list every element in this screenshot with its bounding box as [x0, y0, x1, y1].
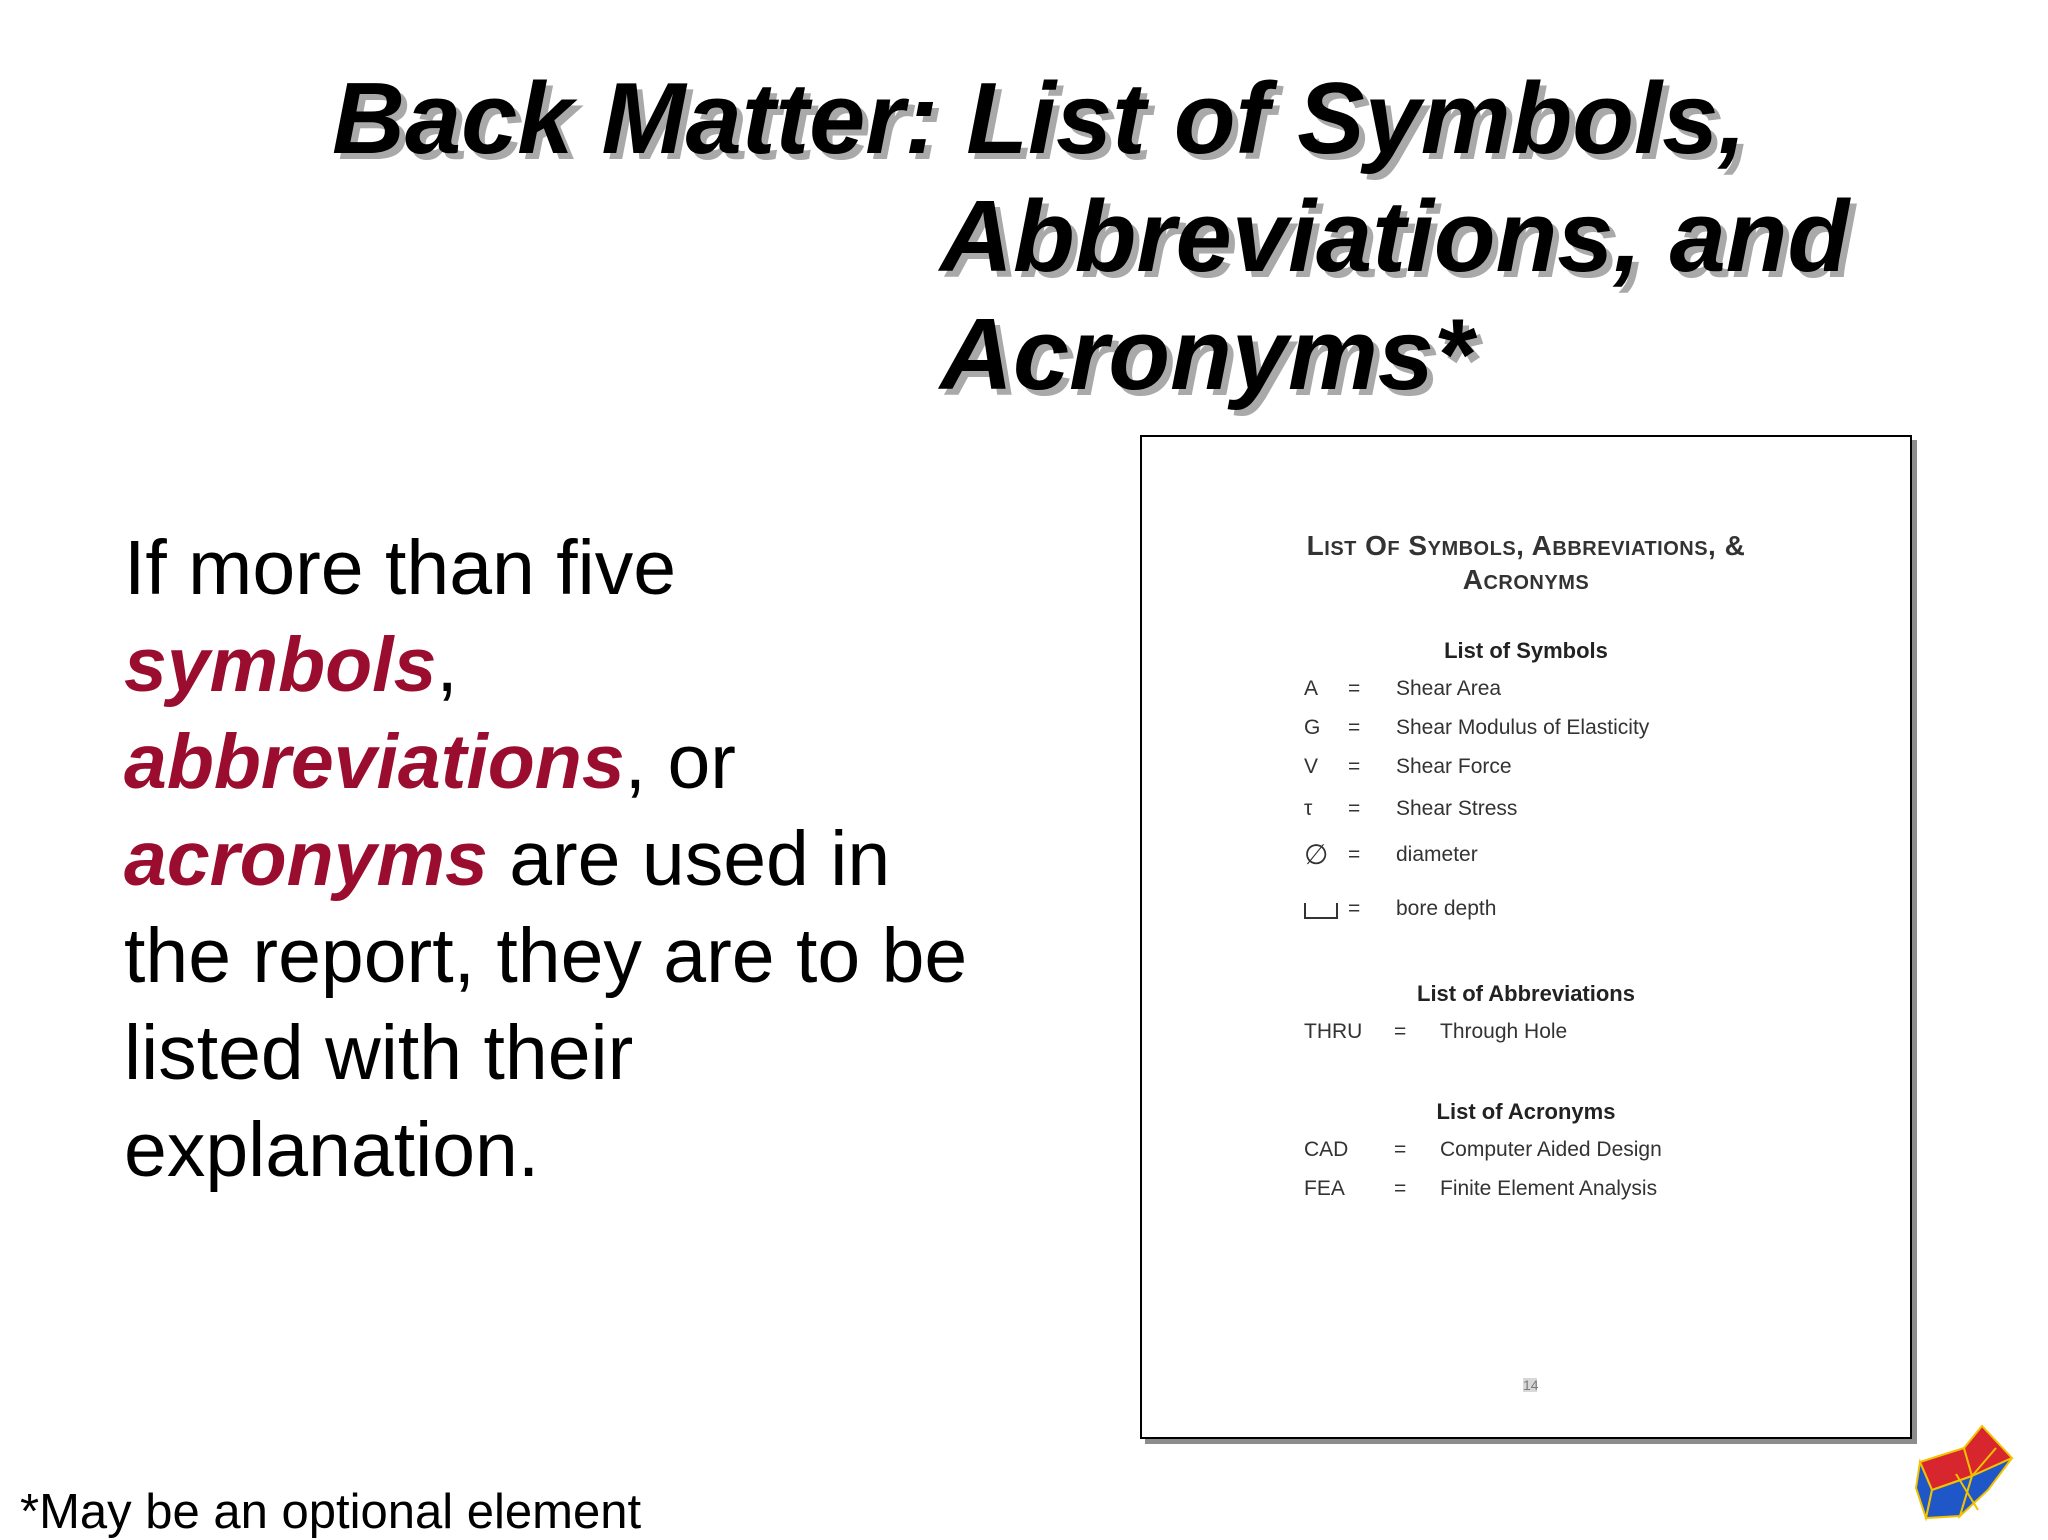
acronyms-heading: List of Acronyms	[1436, 1099, 1616, 1124]
doc-title-line-1: List Of Symbols, Abbreviations, &	[1306, 530, 1746, 561]
acronym-term: FEA	[1304, 1177, 1345, 1200]
symbol-equals: =	[1348, 755, 1361, 778]
body-paragraph	[124, 520, 1044, 1199]
footnote: *May be an optional element	[20, 1485, 642, 1539]
symbol-term: τ	[1304, 797, 1313, 820]
abbreviations-heading: List of Abbreviations	[1417, 981, 1635, 1006]
body-text-after-abbreviations: , or	[624, 719, 736, 805]
symbol-definition: Shear Modulus of Elasticity	[1396, 716, 1650, 739]
term-abbreviations: abbreviations	[124, 719, 625, 805]
document-preview-page	[1140, 435, 1912, 1439]
symbols-heading: List of Symbols	[1444, 638, 1608, 663]
symbol-term: G	[1304, 716, 1321, 739]
symbol-equals: =	[1348, 716, 1361, 739]
symbol-equals: =	[1348, 843, 1361, 866]
abbreviation-term: THRU	[1304, 1020, 1363, 1043]
symbol-definition: Shear Area	[1396, 677, 1502, 700]
symbol-definition: bore depth	[1396, 897, 1497, 920]
symbol-definition: diameter	[1396, 843, 1478, 866]
page-number: 14	[1523, 1377, 1539, 1393]
abbreviation-definition: Through Hole	[1440, 1020, 1568, 1043]
symbol-definition: Shear Force	[1396, 755, 1512, 778]
body-line-2	[124, 617, 1044, 714]
bore-depth-icon	[1304, 903, 1338, 919]
symbol-equals: =	[1348, 797, 1361, 820]
acronym-term: CAD	[1304, 1138, 1349, 1161]
arrow-logo-icon	[1912, 1418, 2016, 1522]
symbol-equals: =	[1348, 677, 1361, 700]
acronym-definition: Computer Aided Design	[1440, 1138, 1662, 1161]
slide-title-line-3: Acronyms*	[940, 299, 1474, 411]
symbol-term: V	[1304, 755, 1319, 778]
abbreviation-equals: =	[1394, 1020, 1407, 1043]
body-text-after-acronyms: are used in	[487, 816, 891, 902]
body-line-5: the report, they are to be	[124, 913, 968, 999]
acronym-definition: Finite Element Analysis	[1440, 1177, 1658, 1200]
acronym-equals: =	[1394, 1138, 1407, 1161]
symbol-definition: Shear Stress	[1396, 797, 1518, 820]
body-text-after-symbols: ,	[436, 622, 458, 708]
term-acronyms: acronyms	[124, 816, 488, 902]
doc-title-line-2: Acronyms	[1462, 564, 1590, 595]
slide-title-line-2: Abbreviations, and	[940, 181, 1850, 293]
symbol-term: ∅	[1304, 839, 1329, 870]
acronym-equals: =	[1394, 1177, 1407, 1200]
symbol-term	[1304, 895, 1338, 923]
body-line-1: If more than five	[124, 525, 677, 611]
body-line-3	[124, 714, 1044, 811]
body-line-7: explanation.	[124, 1107, 540, 1193]
body-line-4	[124, 811, 1044, 908]
symbol-equals: =	[1348, 897, 1361, 920]
slide-title-line-1: Back Matter: List of Symbols,	[332, 63, 1747, 175]
term-symbols: symbols	[124, 622, 437, 708]
symbol-term: A	[1304, 677, 1319, 700]
body-line-6: listed with their	[124, 1010, 634, 1096]
